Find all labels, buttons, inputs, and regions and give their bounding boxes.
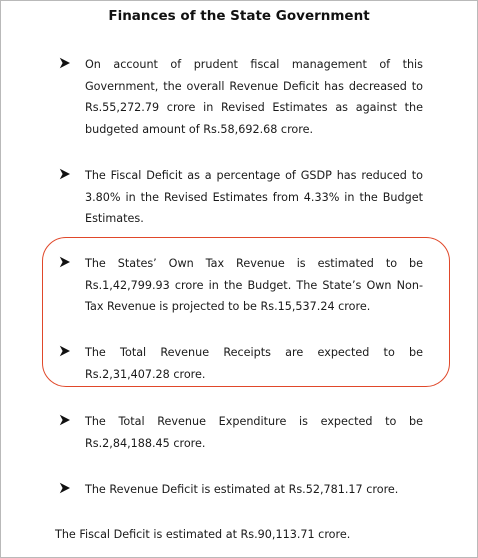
list-item-text: The Total Revenue Expenditure is expected to be Rs.2,84,188.45 crore. [85, 415, 423, 450]
page-title: Finances of the State Government [108, 8, 370, 24]
list-item-text: The Fiscal Deficit as a percentage of GSDP has reduced to 3.80% in the Revised Estimates from 4.33% in the Budget Estimates. [85, 169, 423, 225]
list-item-text: The Total Revenue Receipts are expected to be Rs.2,31,407.28 crore. [85, 346, 423, 381]
arrowhead-bullet-icon [59, 57, 71, 69]
arrowhead-bullet-icon [59, 414, 71, 426]
list-item-text: On account of prudent fiscal management of this Government, the overall Revenue Deficit has decreased to Rs.55,272.79 crore in Revised Estimates as against the budgeted amount of Rs.58,692.68 crore. [85, 58, 423, 136]
arrowhead-bullet-icon [59, 256, 71, 268]
footer-text: The Fiscal Deficit is estimated at Rs.90,113.71 crore. [55, 528, 351, 541]
list-item-text: The States’ Own Tax Revenue is estimated to be Rs.1,42,799.93 crore in the Budget. The State’s Own Non-Tax Revenue is projected to be Rs.15,537.24 crore. [85, 257, 423, 313]
list-item-text: The Revenue Deficit is estimated at Rs.52,781.17 crore. [85, 483, 399, 496]
arrowhead-bullet-icon [59, 482, 71, 494]
arrowhead-bullet-icon [59, 345, 71, 357]
arrowhead-bullet-icon [59, 168, 71, 180]
